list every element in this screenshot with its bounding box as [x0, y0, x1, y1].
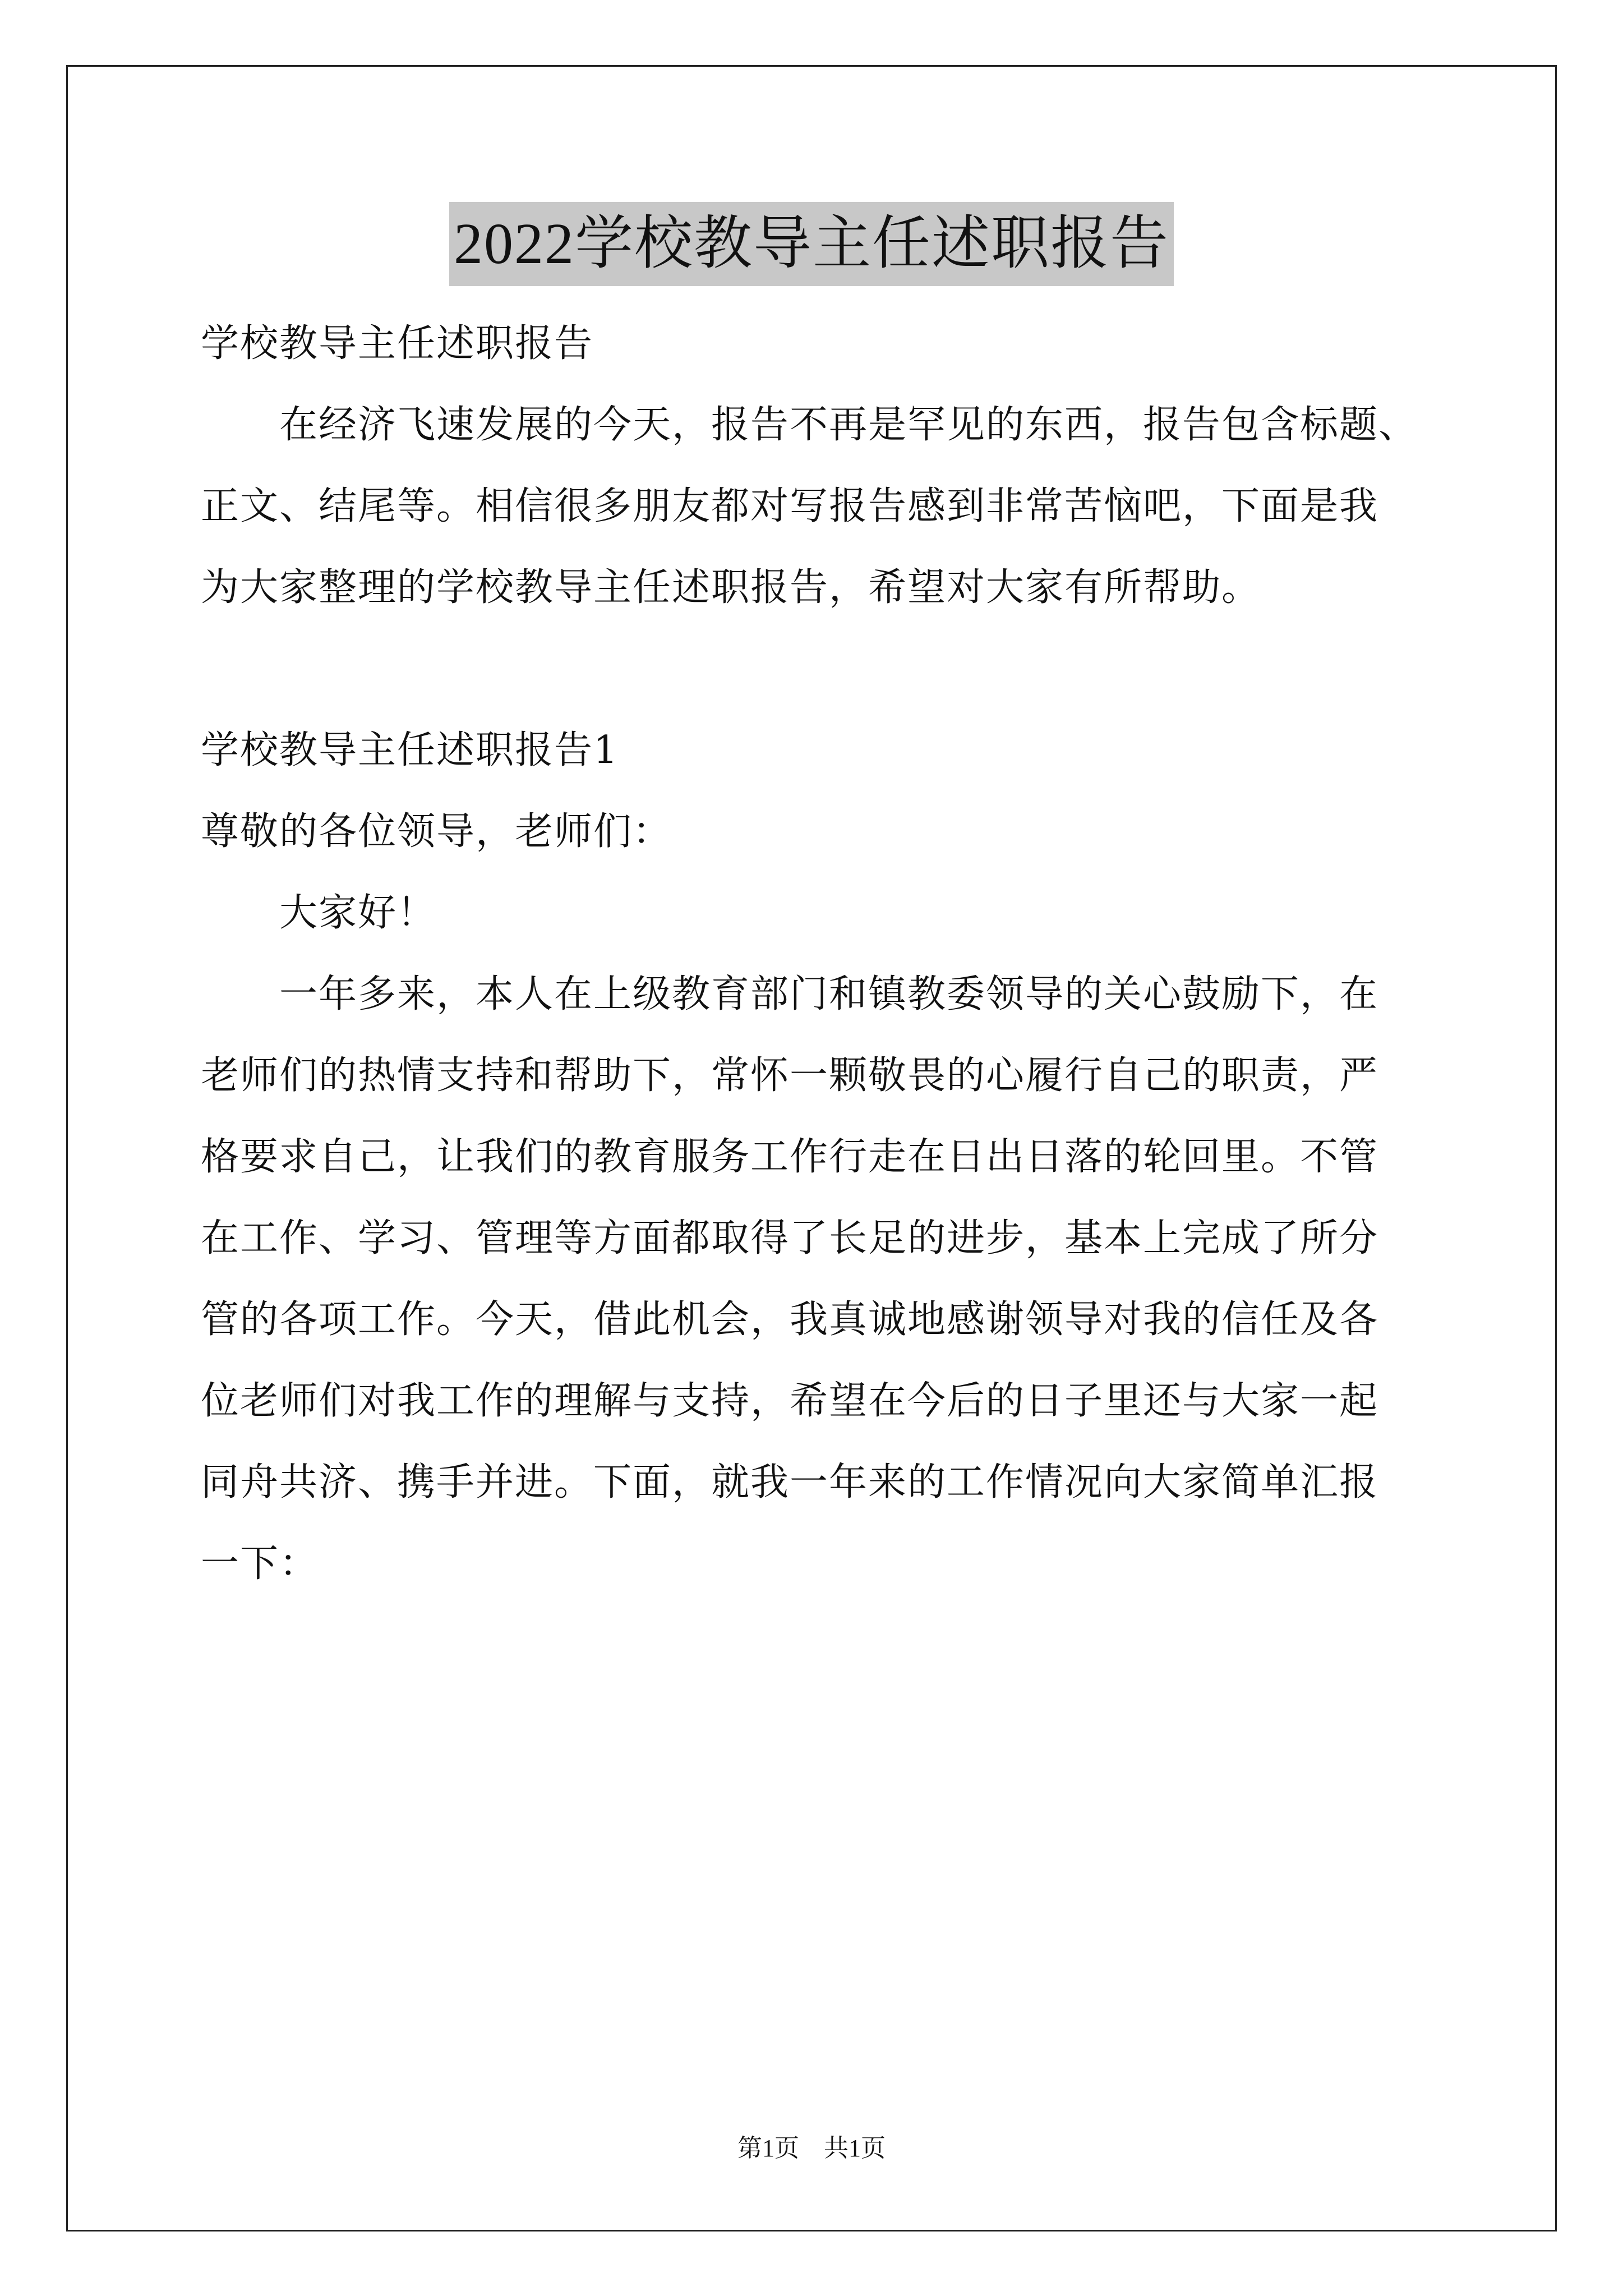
paragraph-line: 一下： — [201, 1542, 319, 1586]
paragraph-line: 一年多来，本人在上级教育部门和镇教委领导的关心鼓励下，在 — [279, 972, 1379, 1016]
paragraph-line: 老师们的热情支持和帮助下，常怀一颗敬畏的心履行自己的职责，严 — [201, 1053, 1379, 1098]
paragraph-gap — [201, 628, 1474, 710]
greeting: 大家好！ — [279, 891, 437, 935]
salutation: 尊敬的各位领导，老师们： — [201, 809, 672, 854]
paragraph-line: 格要求自己，让我们的教育服务工作行走在日出日落的轮回里。不管 — [201, 1135, 1379, 1179]
intro-line: 在经济飞速发展的今天，报告不再是罕见的东西，报告包含标题、 — [279, 403, 1418, 447]
paragraph-line: 同舟共济、携手并进。下面，就我一年来的工作情况向大家简单汇报 — [201, 1460, 1379, 1504]
document-subtitle: 学校教导主任述职报告 — [201, 321, 594, 366]
paragraph-line: 管的各项工作。今天，借此机会，我真诚地感谢领导对我的信任及各 — [201, 1297, 1379, 1342]
paragraph-line: 在工作、学习、管理等方面都取得了长足的进步，基本上完成了所分 — [201, 1216, 1379, 1260]
document-title: 2022学校教导主任述职报告 — [449, 202, 1174, 286]
intro-line: 正文、结尾等。相信很多朋友都对写报告感到非常苦恼吧，下面是我 — [201, 484, 1379, 528]
document-body — [201, 303, 1474, 1604]
section-heading: 学校教导主任述职报告1 — [201, 728, 619, 772]
title-container — [0, 202, 1623, 286]
intro-line: 为大家整理的学校教导主任述职报告，希望对大家有所帮助。 — [201, 565, 1261, 610]
paragraph-line: 位老师们对我工作的理解与支持，希望在今后的日子里还与大家一起 — [201, 1379, 1379, 1423]
page-number: 第1页 共1页 — [737, 2134, 886, 2162]
